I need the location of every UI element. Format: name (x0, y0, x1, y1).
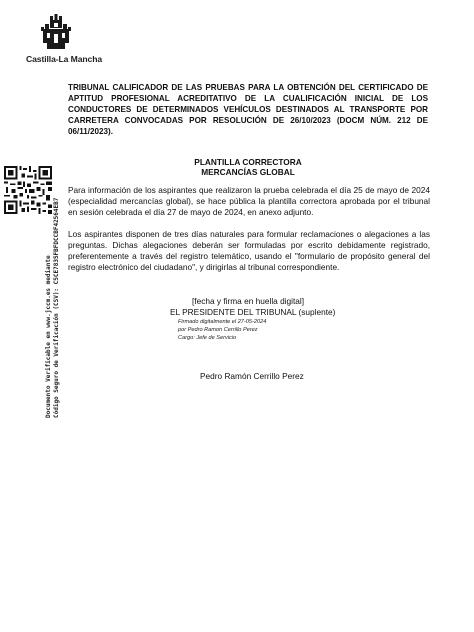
verification-text (45, 197, 61, 418)
castle-emblem-icon (41, 14, 71, 52)
template-heading-line1: PLANTILLA CORRECTORA (194, 157, 302, 167)
signature-block (170, 296, 410, 342)
digital-signature-date: Firmado digitalmente el 27-05-2024 (178, 319, 267, 325)
body-paragraph-1: Para información de los aspirantes que realizaron la prueba celebrada el día 25 de mayo de 2024 (especialidad mercancías global), se hace pública la plantilla correctora aprobada por el tribunal en sesión celebrada el día 27 de mayo de 2024, en anexo adjunto. (68, 185, 430, 217)
digital-signature-position: Cargo: Jefe de Servicio (178, 335, 237, 341)
signature-note: [fecha y firma en huella digital] (192, 296, 305, 306)
signer-name: Pedro Ramón Cerrillo Perez (200, 371, 304, 381)
verification-line2: Código Seguro de Verificación (CSV): C5CE7835FBFDCCBF42564EB7 (53, 197, 60, 418)
castilla-la-mancha-logo (26, 14, 103, 64)
document-title: TRIBUNAL CALIFICADOR DE LAS PRUEBAS PARA LA OBTENCIÓN DEL CERTIFICADO DE APTITUD PROFESIONAL ACREDITATIVO DE LA CUALIFICACIÓN INICIAL DE LOS CONDUCTORES DE DETERMINADOS VEHÍCULOS DESTINADOS AL TRANSPORTE POR CARRETERA CONVOCADAS POR RESOLUCIÓN DE 26/10/2023 (DOCM NÚM. 212 DE 06/11/2023). (68, 83, 428, 136)
template-heading-line2: MERCANCÍAS GLOBAL (201, 167, 295, 177)
qr-code-icon (4, 166, 52, 214)
digital-signature-by: por Pedro Ramon Cerrillo Perez (178, 327, 258, 333)
signature-role: EL PRESIDENTE DEL TRIBUNAL (suplente) (170, 307, 336, 317)
logo-text: Castilla-La Mancha (26, 54, 103, 64)
template-heading (68, 157, 428, 177)
verification-line1: Documento Verificable en www.jccm.es mediante (45, 255, 52, 418)
body-paragraph-2: Los aspirantes disponen de tres días naturales para formular reclamaciones o alegaciones a las preguntas. Dichas alegaciones deberán ser formuladas por escrito debidamente registrado, preferentemente a través del registro telemático, usando el "formulario de propósito general del registro electrónico del ciudadano", y dirigirlas al tribunal correspondiente. (68, 229, 430, 272)
